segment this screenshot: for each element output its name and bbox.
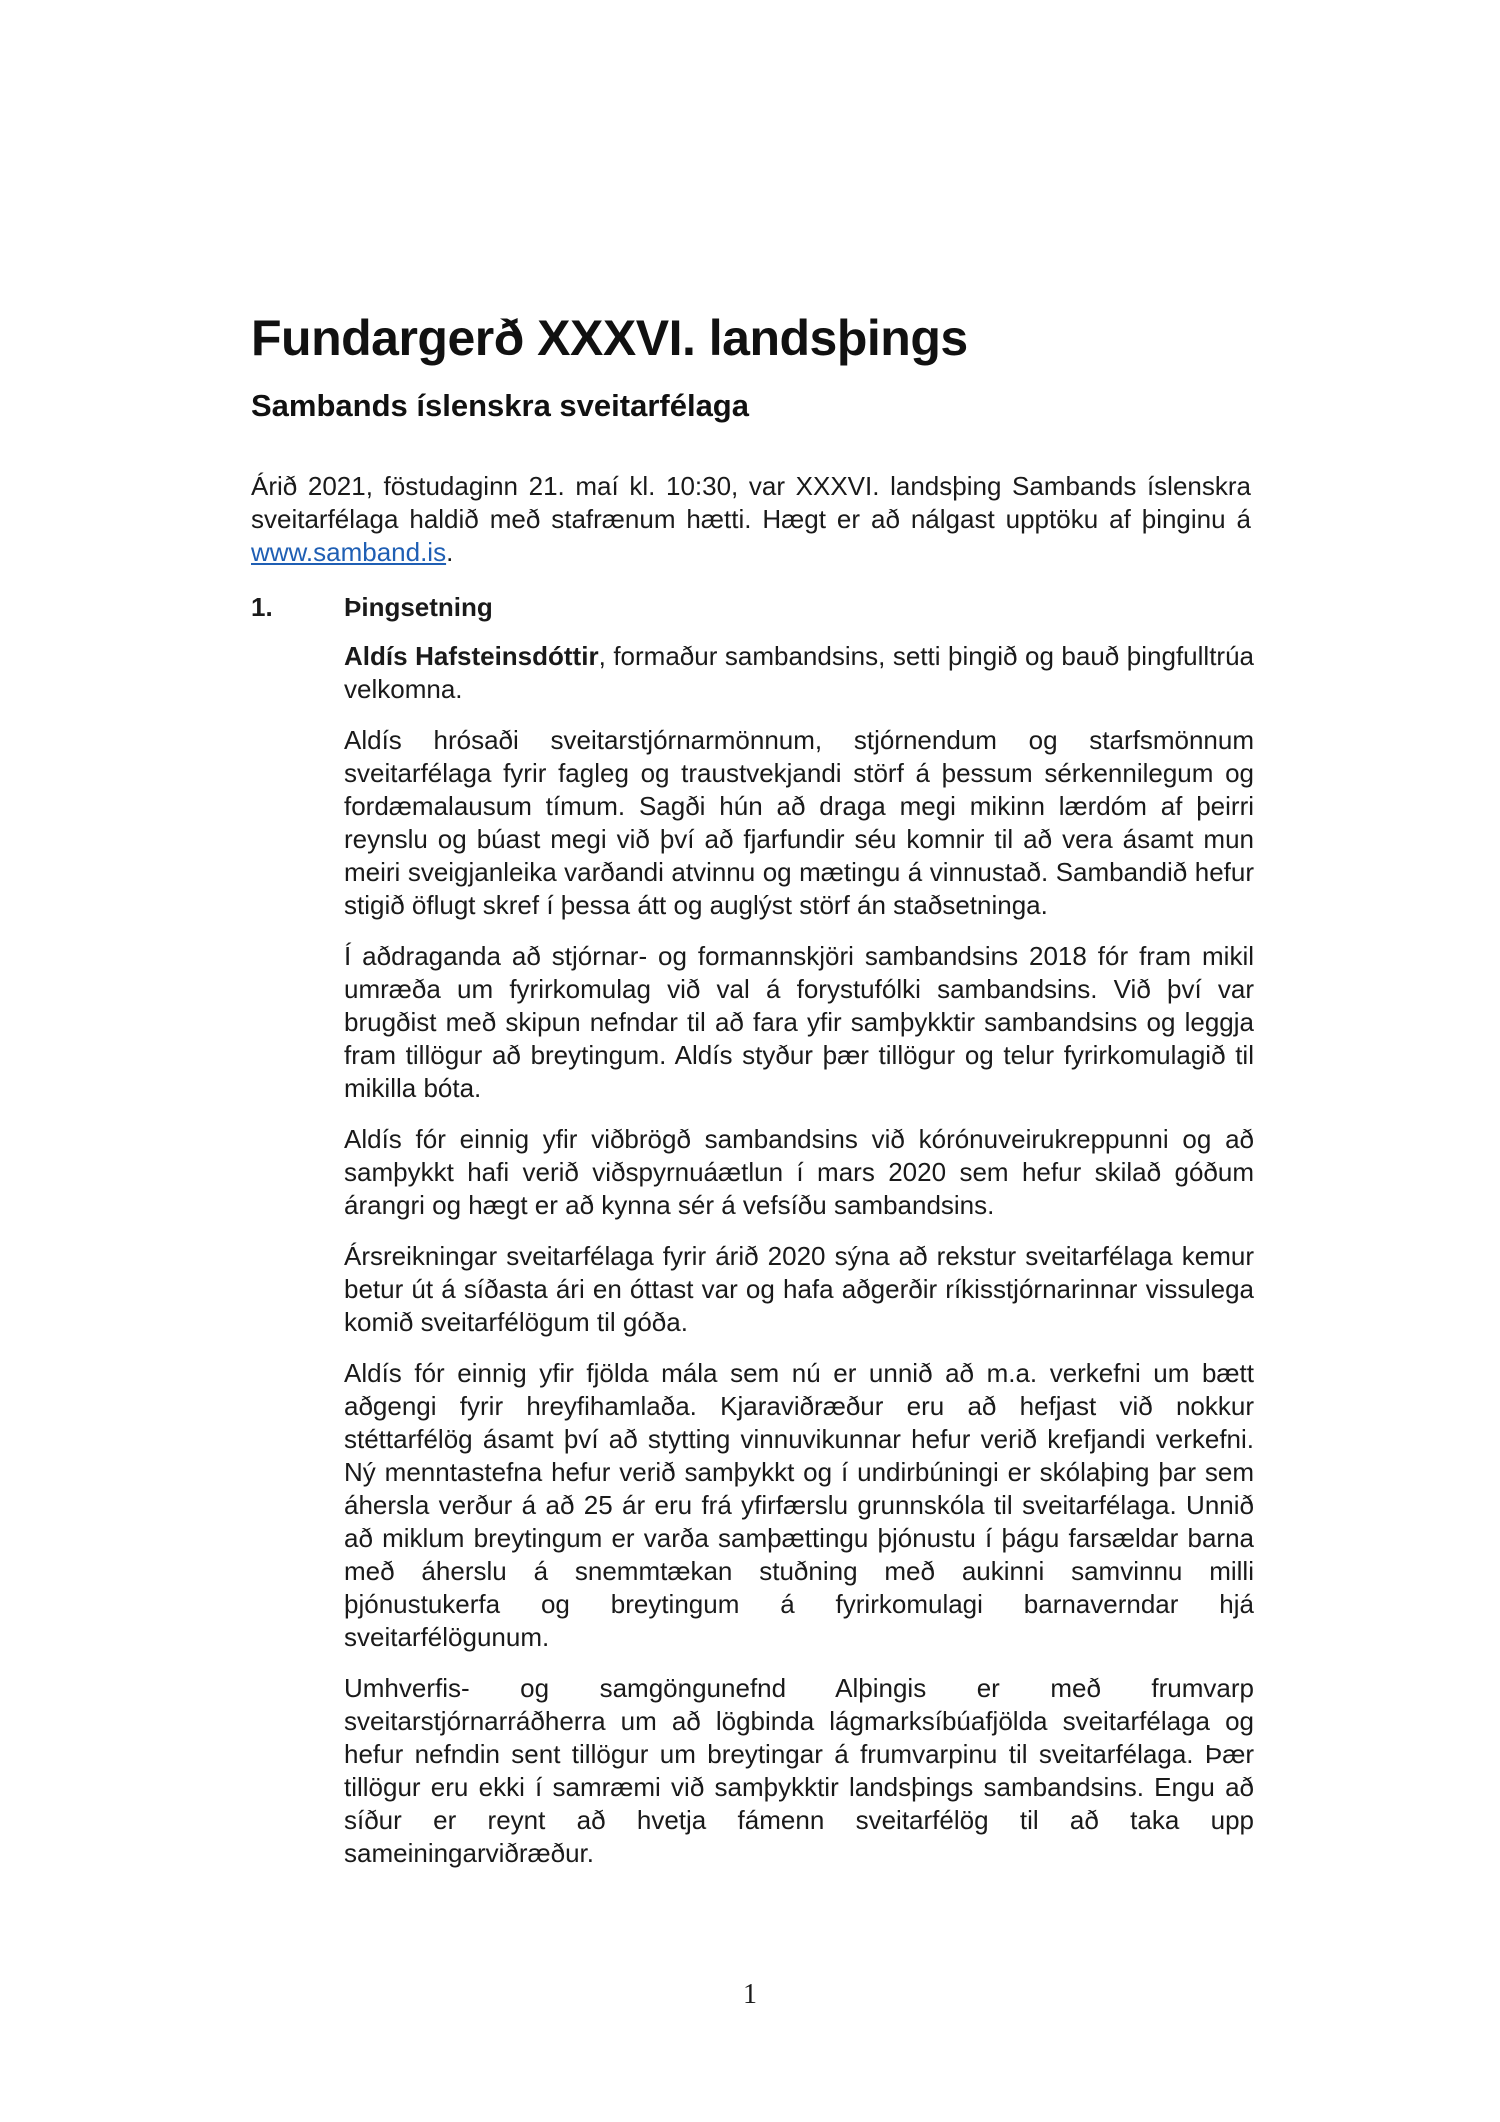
intro-paragraph	[251, 470, 1251, 569]
paragraph: Ársreikningar sveitarfélaga fyrir árið 2020 sýna að rekstur sveitarfélaga kemur betur út á síðasta ári en óttast var og hafa aðgerðir ríkisstjórnarinnar vissulega komið sveitarfélögum til góða.	[344, 1241, 1254, 1337]
document-subtitle: Sambands íslenskra sveitarfélaga	[251, 388, 749, 423]
paragraph: Í aðdraganda að stjórnar- og formannskjöri sambandsins 2018 fór fram mikil umræða um fyrirkomulag við val á forystufólki sambandsins. Við því var brugðist með skipun nefndar til að fara yfir samþykktir sambandsins og leggja fram tillögur að breytingum. Aldís styður þær tillögur og telur fyrirkomulagið til mikilla bóta.	[344, 941, 1254, 1103]
paragraph: Aldís fór einnig yfir viðbrögð sambandsins við kórónuveirukreppunni og að samþykkt hafi verið viðspyrnuáætlun í mars 2020 sem hefur skilað góðum árangri og hægt er að kynna sér á vefsíðu sambandsins.	[344, 1124, 1254, 1220]
paragraph: Aldís hrósaði sveitarstjórnarmönnum, stjórnendum og starfsmönnum sveitarfélaga fyrir fagleg og traustvekjandi störf á þessum sérkennilegum og fordæmalausum tímum. Sagði hún að draga megi mikinn lærdóm af þeirri reynslu og búast megi við því að fjarfundir séu komnir til að vera ásamt mun meiri sveigjanleika varðandi atvinnu og mætingu á vinnustað. Sambandið hefur stigið öflugt skref í þessa átt og auglýst störf án staðsetninga.	[344, 725, 1254, 920]
opening-text: , formaður sambandsins, setti þingið og bauð þingfulltrúa velkomna.	[344, 641, 1254, 704]
section-title: Þingsetning	[344, 592, 493, 622]
samband-link[interactable]: www.samband.is	[251, 537, 447, 567]
section-body	[344, 640, 1254, 1888]
paragraph-opening	[344, 640, 1254, 706]
page-number: 1	[743, 1979, 757, 2010]
speaker-name: Aldís Hafsteinsdóttir	[344, 641, 599, 671]
intro-after: .	[446, 537, 454, 567]
document-title: Fundargerð XXXVI. landsþings	[251, 310, 968, 366]
intro-text: Árið 2021, föstudaginn 21. maí kl. 10:30, var XXXVI. landsþing Sambands íslenskra sveitarfélaga haldið með stafrænum hætti. Hægt er að nálgast upptöku af þinginu á	[251, 471, 1251, 534]
paragraph: Umhverfis- og samgöngunefnd Alþingis er með frumvarp sveitarstjórnarráðherra um að lögbinda lágmarksíbúafjölda sveitarfélaga og hefur nefndin sent tillögur um breytingar á frumvarpinu til sveitarfélaga. Þær tillögur eru ekki í samræmi við samþykktir landsþings sambandsins. Engu að síður er reynt að hvetja fámenn sveitarfélög til að taka upp sameiningarviðræður.	[344, 1673, 1254, 1868]
section-number: 1.	[251, 592, 273, 622]
paragraph: Aldís fór einnig yfir fjölda mála sem nú er unnið að m.a. verkefni um bætt aðgengi fyrir hreyfihamlaða. Kjaraviðræður eru að hefjast við nokkur stéttarfélög ásamt því að stytting vinnuvikunnar hefur verið krefjandi verkefni. Ný menntastefna hefur verið samþykkt og í undirbúningi er skólaþing þar sem áhersla verður á að 25 ár eru frá yfirfærslu grunnskóla til sveitarfélaga. Unnið að miklum breytingum er varða samþættingu þjónustu í þágu farsældar barna með áherslu á snemmtækan stuðning með aukinni samvinnu milli þjónustukerfa og breytingum á fyrirkomulagi barnaverndar hjá sveitarfélögunum.	[344, 1358, 1254, 1652]
